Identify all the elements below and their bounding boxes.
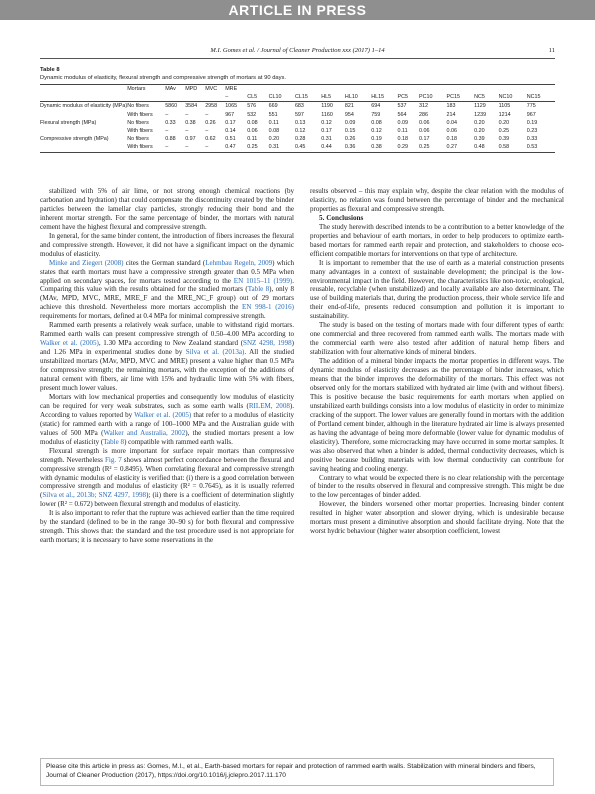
reference-link[interactable]: EN 1015–11 (1999)	[233, 276, 293, 285]
text-run: cites the German standard (	[123, 258, 206, 267]
table-cell: 0.17	[418, 136, 430, 143]
table-cell: 0.17	[321, 128, 332, 135]
table-cell: 0.11	[268, 119, 279, 126]
table-row	[40, 111, 555, 119]
paragraph: In general, for the same binder content, the introduction of fibers increases the flexural and compressive strength. However, it did not have a significant impact on the dynamic modulus of elasticity.	[40, 231, 294, 258]
text-run: ) compatible with rammed earth walls.	[124, 437, 233, 446]
table-cell: With fibers	[127, 111, 153, 118]
table-cell: 0.06	[247, 128, 258, 135]
table-header-cell: MPD	[185, 85, 205, 94]
left-column	[40, 187, 294, 545]
page-number: 11	[548, 47, 555, 54]
table-cell: 0.29	[398, 143, 419, 152]
paragraph	[40, 447, 294, 510]
text-run: Flexural strength is more important for surface repair mortars than compressive strength. Nevertheless	[40, 446, 294, 464]
table-cell: No fibers	[127, 136, 149, 143]
table-cell: 0.11	[397, 128, 408, 135]
table-cell: 683	[294, 103, 304, 110]
reference-link[interactable]: Walker et al. (2005)	[40, 339, 99, 348]
table-cell: –	[165, 111, 169, 118]
table-header-cell	[398, 85, 419, 94]
table-header-cell: Mortars	[127, 85, 165, 94]
paragraph: It is also important to refer that the rupture was achieved earlier than the time required by the standard (defined to be in the range 30–90 s) for both flexural and compressive strength. This shows that: the standard and the test procedure used is not appropriate for earth mortars; it is necessary to have some reservations in the	[40, 509, 294, 545]
table-row	[40, 127, 555, 135]
text-run: , 1.30 MPa according to New Zealand standard (	[98, 339, 244, 348]
table-cell: 214	[446, 111, 456, 118]
table-header-cell	[269, 85, 295, 94]
header-rule	[40, 58, 555, 59]
table-cell: 286	[418, 111, 428, 118]
table-header-cell: CL5	[247, 93, 268, 102]
table-header-cell	[247, 85, 268, 94]
table-cell: 967	[225, 111, 235, 118]
text-run: ) and 1.26 MPa in experimental studies done by	[40, 339, 294, 357]
table-cell: 0.12	[371, 128, 382, 135]
table-cell: 2958	[205, 103, 218, 110]
table-cell: 0.19	[526, 119, 538, 126]
table-cell: 0.08	[268, 128, 280, 135]
table-cell: 0.33	[526, 136, 538, 143]
journal-citation: M.I. Gomes et al. / Journal of Cleaner Production xxx (2017) 1–14	[210, 47, 385, 54]
reference-link[interactable]: Minke and Ziegert (2008)	[49, 258, 124, 267]
table-label: Table 8	[40, 67, 60, 73]
table-cell: 551	[268, 111, 278, 118]
table-cell: 0.38	[185, 119, 196, 126]
table-cell: –	[205, 128, 209, 135]
table-cell: 694	[371, 103, 381, 110]
table-header-cell	[447, 85, 475, 94]
table-cell: No fibers	[127, 103, 149, 110]
table-cell: 0.26	[344, 136, 356, 143]
table-cell: 0.11	[247, 136, 258, 143]
table-cell: 0.09	[344, 119, 356, 126]
table-header-cell: HL10	[345, 93, 371, 102]
table-cell: 0.33	[165, 119, 176, 126]
table-cell: –	[185, 128, 189, 135]
table-header-cell: NC5	[474, 93, 499, 102]
table-cell: 0.27	[447, 143, 475, 152]
table-cell: –	[205, 143, 225, 152]
text-run: ), only 8 (MAv, MPD, MVC, MRE, MRE_F and the MRE_NC_F group) out of 29 mortars achieve this threshold. Nevertheless more mortars accomplish the	[40, 285, 294, 312]
table-header-cell	[40, 85, 127, 94]
table-header-cell	[419, 85, 447, 94]
table-cell: 0.20	[268, 136, 280, 143]
table-link[interactable]: Table 8	[247, 285, 270, 294]
table-header-cell	[527, 85, 555, 94]
table-link[interactable]: Table 8	[103, 437, 125, 446]
table-cell: 0.39	[498, 136, 510, 143]
table-cell: 0.31	[269, 143, 295, 152]
table-header-cell: HL15	[371, 93, 397, 102]
text-run: ) which states that earth mortars must have a compressive strength greater than 0.5 MPa when applied on secondary spaces, for mortars tested according to the	[40, 258, 294, 285]
text-run: . Comparing this value with the results obtained for the studied mortars (	[40, 276, 294, 294]
figure-link[interactable]: Fig. 7	[104, 455, 122, 464]
table-header-cell: CL15	[295, 93, 321, 102]
row-label: Compressive strength (MPa)	[40, 136, 109, 143]
paragraph	[40, 393, 294, 447]
table-cell: 0.08	[247, 119, 258, 126]
table-header-cell	[205, 93, 225, 102]
text-run: ), the studied mortars present a low modulus of elasticity (	[40, 428, 294, 446]
table-header-cell: PC15	[447, 93, 475, 102]
reference-link[interactable]: Lehmbau Regeln, 2009	[205, 258, 273, 267]
table-cell: 0.39	[474, 136, 485, 143]
paragraph: It is important to remember that the use of earth as a material construction presents many advantages in a context of sustainable development; the principal is the low-environmental impact in the field. However, the characteristics like non-toxic, ecological, reusable, recyclable (when unstabilized) and locally available are also determinant. The use of building materials that, during the production process, their whole service life and their end-of-life, presents reduced consumption and pollution it is important to sustainability.	[310, 258, 564, 321]
table-cell: 564	[397, 111, 407, 118]
table-cell: 1239	[474, 111, 487, 118]
reference-link[interactable]: Silva et al. (2013a)	[185, 348, 245, 357]
text-run: requirements for mortars, defined at 0.4 MPa for minimal compressive strength.	[40, 312, 266, 321]
table-row	[40, 119, 555, 127]
table-header-row	[40, 85, 555, 94]
table-cell: 0.58	[499, 143, 527, 152]
table-header-cell	[185, 93, 205, 102]
table-cell: –	[165, 128, 169, 135]
reference-link[interactable]: Walker and Australia, 2002	[103, 428, 186, 437]
text-run: . All the studied unstabilized mortars (MAv, MPD, MVC and MRE) present a value higher than 0.5 MPa for compressive strength; the remaining mortars, with the exception of the additions of natural cement with fibers, air lime with 15% and hydraulic lime with 5% with fibers, present much lower values.	[40, 348, 294, 392]
paragraph: results observed – this may explain why, despite the clear relation with the modulus of elasticity, no relation was found between the percentage of binder and the mechanical properties as flexural and compressive strength.	[310, 187, 564, 213]
reference-link[interactable]: SNZ 4298, 1998	[243, 339, 292, 348]
table-cell: 0.38	[371, 143, 397, 152]
table-cell: 0.36	[345, 143, 371, 152]
table-cell: 821	[344, 103, 354, 110]
paragraph	[40, 321, 294, 393]
table-cell: 183	[446, 103, 456, 110]
table-header-cell	[321, 85, 345, 94]
table-cell: 0.31	[321, 136, 332, 143]
table-cell: –	[165, 143, 185, 152]
right-column	[310, 187, 564, 536]
table-header-cell	[345, 85, 371, 94]
table-cell: –	[185, 143, 205, 152]
table-cell: No fibers	[127, 119, 149, 126]
table-header-cell: NC10	[499, 93, 527, 102]
table-row	[40, 135, 555, 143]
table-cell: 0.45	[295, 143, 321, 152]
table-cell: 0.53	[527, 143, 555, 152]
table-cell: 0.06	[446, 128, 458, 135]
table-cell: 0.44	[321, 143, 345, 152]
table-cell: 0.18	[397, 136, 409, 143]
table-cell: 0.26	[205, 119, 216, 126]
table-cell: 669	[268, 103, 278, 110]
table-cell: 954	[344, 111, 354, 118]
citation-notice: Please cite this article in press as: Gomes, M.I., et al., Earth-based mortars for repair and protection of rammed earth walls. Stabilization with mineral binders and fibers, Journal of Cleaner Production (2017), https://doi.org/10.1016/j.jclepro.2017.11.170	[40, 758, 554, 786]
table-cell: 0.25	[498, 128, 510, 135]
article-in-press-banner: ARTICLE IN PRESS	[0, 0, 595, 20]
reference-link[interactable]: Walker et al. (2005)	[134, 410, 192, 419]
table-cell: 775	[526, 103, 536, 110]
table-cell: 576	[247, 103, 257, 110]
table-cell: 0.13	[294, 119, 306, 126]
table-cell: 1214	[498, 111, 511, 118]
table-row	[40, 143, 555, 152]
table-cell: 759	[371, 111, 381, 118]
table-header-cell	[295, 85, 321, 94]
table-cell: 532	[247, 111, 257, 118]
paragraph: stabilized with 5% of air lime, or not strong enough chemical reactions (by carbonation and hydration) that could compensate the discontinuity created by the binder particles between the lamellar clay particles, strongly reducing their bond and the inherent mortar strength. For the same percentage of binder, the mortars with natural cement have the highest flexural and compressive strength.	[40, 187, 294, 231]
table-header-cell	[371, 85, 397, 94]
text-run: ); (ii) there is a coefficient of determination slightly lower (R² = 0.672) between flexural strength and modulus of elasticity.	[40, 491, 294, 509]
table-cell: 0.48	[474, 143, 499, 152]
table-cell: 0.20	[498, 119, 510, 126]
paragraph	[40, 259, 294, 322]
table-cell: –	[185, 111, 189, 118]
table-cell: 0.08	[371, 119, 382, 126]
reference-link[interactable]: RILEM, 2008	[248, 401, 290, 410]
table-cell: 0.15	[344, 128, 356, 135]
table-cell: 0.88	[165, 136, 176, 143]
table-cell: With fibers	[127, 143, 165, 152]
table-cell: 537	[397, 103, 407, 110]
table-cell: 0.51	[225, 136, 236, 143]
table-header-cell	[474, 85, 499, 94]
table-cell: 0.20	[474, 128, 485, 135]
table-cell: 3584	[185, 103, 198, 110]
table-header-row	[40, 93, 555, 102]
table-cell: 0.19	[371, 136, 382, 143]
row-label: Flexural strength (MPa)	[40, 119, 97, 126]
row-label	[40, 127, 127, 135]
table-cell: 0.97	[185, 136, 196, 143]
table-cell: –	[205, 111, 209, 118]
section-heading-conclusions: 5. Conclusions	[319, 213, 364, 222]
table-caption	[40, 66, 286, 82]
text-run: ). According to values reported by	[40, 401, 294, 419]
table-caption-text: Dynamic modulus of elasticity, flexural strength and compressive strength of mortars at 90 days.	[40, 75, 287, 81]
row-label	[40, 111, 127, 119]
table-header-cell	[165, 93, 185, 102]
table-cell: 597	[294, 111, 304, 118]
table-header-cell	[40, 93, 127, 102]
table-cell: 0.12	[321, 119, 332, 126]
paragraph: The study is based on the testing of mortars made with four different types of earth: one commercial and three recovered from rammed earth walls. The mortars made with the commercial earth were also tested after addition of natural hemp fibers and stabilization with four alternative kinds of mineral binders.	[310, 321, 564, 357]
table-cell: 1190	[321, 103, 333, 110]
paragraph: Contrary to what would be expected there is no clear relationship with the percentage of binder to the results observed in flexural and compressive strength. This might be due to the low percentages of binder added.	[310, 473, 564, 500]
table-cell: 0.14	[225, 128, 236, 135]
table-header-cell: MAv	[165, 85, 185, 94]
table-cell: With fibers	[127, 128, 153, 135]
paragraph: The study herewith described intends to be a contribution to a better knowledge of the properties and behaviour of earth mortars, in order to help producers to optimize earth-based mortars for rammed earth repair and protection, and stakeholders to choose eco-efficient compatible mortars for interventions on that type of architecture.	[310, 222, 564, 258]
table-cell: 0.25	[419, 143, 447, 152]
table-cell: 0.62	[205, 136, 216, 143]
table-cell: 0.25	[247, 143, 268, 152]
table-header-cell: PC5	[398, 93, 419, 102]
table-cell: 1105	[498, 103, 511, 110]
paragraph: The addition of a mineral binder impacts the mortar properties in different ways. The dynamic modulus of elasticity decreases as the percentage of binder increases, which means that the binder improves the deformability of the mortars. This effect was not observed only for the mortars stabilized with hydrated air lime (with and without fibers). This is positive because the basic requirements for earth mortars when applied on unstabilized earth buildings consists into a low modulus of elasticity in order to minimize cracking of the support. The lower values are generally found in mortars with the addition of Portland cement binder, although in the literature hydrated air lime is always presented as having the advantage of being more deformable (lower value for dynamic modulus of elasticity). Therefore, some microcracking may have occurred in some mortar samples. It was also observed that when a binder is added, thermal conductivity decreases, which is positive because building materials with low thermal conductivity can contribute for saving heating and cooling energy.	[310, 357, 564, 473]
table-header-cell: CL10	[269, 93, 295, 102]
row-label: Dynamic modulus of elasticity (MPa)	[40, 103, 128, 110]
table-cell: 967	[526, 111, 536, 118]
table-cell: 5860	[165, 103, 178, 110]
table-cell: 0.18	[446, 136, 458, 143]
table-header-cell	[127, 93, 165, 102]
table-cell: 0.04	[446, 119, 458, 126]
table-header-cell: NC15	[527, 93, 555, 102]
table-cell: 0.20	[474, 119, 485, 126]
results-table	[40, 84, 555, 153]
table-cell: 312	[418, 103, 428, 110]
table-header-cell: HL5	[321, 93, 345, 102]
reference-link[interactable]: EN 998-1 (2016)	[242, 303, 294, 312]
table-cell: 0.09	[397, 119, 409, 126]
table-row	[40, 102, 555, 111]
text-run: Mortars with low mechanical properties and consequently low modulus of elasticity can be required for very weak substrates, such as some earth walls (	[40, 392, 294, 410]
table-cell: 0.47	[225, 143, 247, 152]
table-cell: 0.28	[294, 136, 306, 143]
table-header-cell: MVC	[205, 85, 225, 94]
table-header-cell	[499, 85, 527, 94]
table-cell: 0.06	[418, 128, 430, 135]
reference-link[interactable]: Silva et al., 2013b; SNZ 4297, 1998	[42, 491, 147, 500]
row-label	[40, 143, 127, 152]
table-cell: 1129	[474, 103, 486, 110]
table-cell: 0.12	[294, 128, 306, 135]
table-cell: 0.23	[526, 128, 538, 135]
text-run: Rammed earth presents a relatively weak surface, unable to withstand rigid mortars. Rammed earth walls can present compressive strength of 0.50–4.00 MPa according to	[40, 321, 294, 339]
table-cell: 0.17	[225, 119, 236, 126]
table-cell: 1160	[321, 111, 333, 118]
table-cell: 0.06	[418, 119, 430, 126]
table-header-cell: PC10	[419, 93, 447, 102]
table-header-cell: –	[225, 93, 247, 102]
table-cell: 1065	[225, 103, 238, 110]
text-run: that refer to a modulus of elasticity (static) for rammed earth with a range of 100–1000 MPa and the Australian guide with values of 500 MPa (	[40, 410, 294, 437]
paragraph: However, the binders worsened other mortar properties. Increasing binder content resulted in higher water absorption and slower drying, which is undesirable because mortars must present a diminutive absorption and should facilitate drying. Note that the worst hydric behaviour (higher water absorption coefficient, lowest	[310, 500, 564, 536]
table-header-cell: MRE	[225, 85, 247, 94]
text-run: shows almost perfect concordance between the flexural and compressive strength (R² = 0.8495). When correlating flexural and compressive strength with dynamic modulus of elasticity is verified that: (i) there is a good correlation between compressive strength and modulus of elasticity (R² = 0.7645), as it is usually referred (	[40, 455, 294, 500]
